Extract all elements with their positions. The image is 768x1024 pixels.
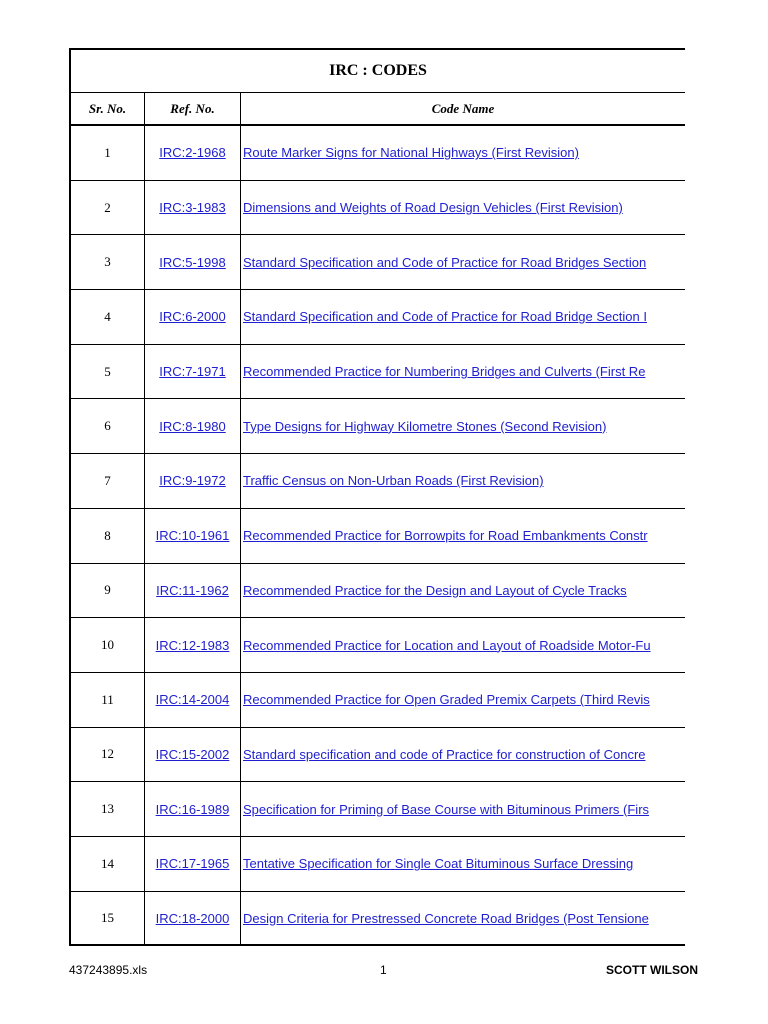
row-sr-no: 12 [71,728,145,783]
row-name-cell [241,235,685,290]
ref-link[interactable]: IRC:15-2002 [155,746,230,762]
row-name-cell [241,399,685,454]
ref-link[interactable]: IRC:12-1983 [155,637,230,653]
row-ref-cell [145,290,241,345]
code-name-link[interactable]: Standard Specification and Code of Practice for Road Bridge Section I [243,309,647,325]
row-sr-no: 15 [71,892,145,946]
ref-link[interactable]: IRC:8-1980 [159,418,226,434]
row-ref-cell [145,618,241,673]
ref-link[interactable]: IRC:16-1989 [155,801,230,817]
row-ref-cell [145,399,241,454]
ref-link[interactable]: IRC:7-1971 [159,364,226,380]
ref-link[interactable]: IRC:3-1983 [159,200,226,216]
row-sr-no: 1 [71,126,145,181]
footer-company: SCOTT WILSON [606,963,698,977]
row-name-cell [241,728,685,783]
header-code-name: Code Name [241,93,685,126]
row-name-cell [241,837,685,892]
page-footer [0,963,768,979]
row-ref-cell [145,454,241,509]
row-ref-cell [145,837,241,892]
row-ref-cell [145,728,241,783]
row-sr-no: 11 [71,673,145,728]
row-name-cell [241,181,685,236]
ref-link[interactable]: IRC:11-1962 [156,582,229,598]
code-name-link[interactable]: Tentative Specification for Single Coat Bituminous Surface Dressing [243,856,634,872]
row-name-cell [241,618,685,673]
code-name-link[interactable]: Design Criteria for Prestressed Concrete Road Bridges (Post Tensione [243,910,649,926]
ref-link[interactable]: IRC:10-1961 [155,528,230,544]
code-name-link[interactable]: Standard Specification and Code of Practice for Road Bridges Section [243,254,647,270]
ref-link[interactable]: IRC:5-1998 [159,254,226,270]
row-sr-no: 14 [71,837,145,892]
code-name-link[interactable]: Standard specification and code of Practice for construction of Concre [243,746,646,762]
row-sr-no: 13 [71,782,145,837]
code-name-link[interactable]: Dimensions and Weights of Road Design Vehicles (First Revision) [243,200,623,216]
row-ref-cell [145,235,241,290]
header-ref-no: Ref. No. [145,93,241,126]
row-ref-cell [145,782,241,837]
code-name-link[interactable]: Recommended Practice for Location and Layout of Roadside Motor-Fu [243,637,651,653]
row-name-cell [241,345,685,400]
ref-link[interactable]: IRC:14-2004 [155,692,230,708]
row-name-cell [241,454,685,509]
row-name-cell [241,126,685,181]
ref-link[interactable]: IRC:2-1968 [159,145,226,161]
code-name-link[interactable]: Specification for Priming of Base Course with Bituminous Primers (Firs [243,801,650,817]
code-name-link[interactable]: Traffic Census on Non-Urban Roads (First Revision) [243,473,544,489]
ref-link[interactable]: IRC:17-1965 [155,856,230,872]
ref-link[interactable]: IRC:9-1972 [159,473,226,489]
row-sr-no: 6 [71,399,145,454]
footer-filename: 437243895.xls [69,963,148,977]
row-ref-cell [145,564,241,619]
footer-page-number: 1 [380,963,387,977]
row-sr-no: 4 [71,290,145,345]
row-ref-cell [145,345,241,400]
row-name-cell [241,564,685,619]
codes-table [69,48,685,946]
row-sr-no: 2 [71,181,145,236]
table-title: IRC : CODES [71,50,685,93]
code-name-link[interactable]: Route Marker Signs for National Highways (First Revision) [243,145,579,161]
row-sr-no: 8 [71,509,145,564]
row-name-cell [241,673,685,728]
code-name-link[interactable]: Recommended Practice for Borrowpits for Road Embankments Constr [243,528,648,544]
row-name-cell [241,782,685,837]
row-ref-cell [145,181,241,236]
table-grid [71,93,685,946]
row-name-cell [241,290,685,345]
header-sr-no: Sr. No. [71,93,145,126]
row-sr-no: 9 [71,564,145,619]
ref-link[interactable]: IRC:6-2000 [159,309,226,325]
row-sr-no: 3 [71,235,145,290]
code-name-link[interactable]: Recommended Practice for the Design and Layout of Cycle Tracks [243,582,627,598]
row-ref-cell [145,673,241,728]
row-sr-no: 10 [71,618,145,673]
row-ref-cell [145,509,241,564]
code-name-link[interactable]: Recommended Practice for Numbering Bridges and Culverts (First Re [243,364,646,380]
row-ref-cell [145,892,241,946]
row-sr-no: 7 [71,454,145,509]
ref-link[interactable]: IRC:18-2000 [155,910,230,926]
row-name-cell [241,509,685,564]
code-name-link[interactable]: Type Designs for Highway Kilometre Stones (Second Revision) [243,418,607,434]
code-name-link[interactable]: Recommended Practice for Open Graded Premix Carpets (Third Revis [243,692,650,708]
row-sr-no: 5 [71,345,145,400]
row-ref-cell [145,126,241,181]
row-name-cell [241,892,685,946]
